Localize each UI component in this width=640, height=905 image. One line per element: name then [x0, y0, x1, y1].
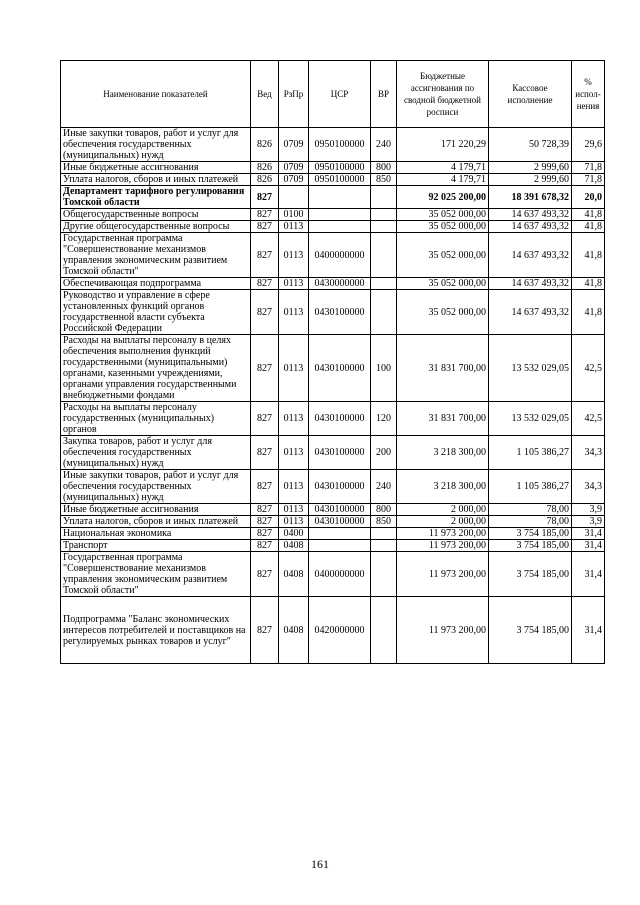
table-row [61, 162, 605, 174]
row-ved: 827 [251, 504, 279, 516]
row-budget: 4 179,71 [397, 162, 489, 174]
row-rzpr: 0408 [279, 597, 309, 664]
table-row [61, 186, 605, 209]
row-cash: 18 391 678,32 [489, 186, 572, 209]
table-row [61, 552, 605, 597]
row-ved: 827 [251, 552, 279, 597]
row-vr: 100 [371, 335, 397, 402]
row-rzpr: 0113 [279, 470, 309, 504]
row-ved: 827 [251, 436, 279, 470]
row-cash: 1 105 386,27 [489, 470, 572, 504]
row-rzpr: 0709 [279, 162, 309, 174]
row-budget: 171 220,29 [397, 128, 489, 162]
row-budget: 31 831 700,00 [397, 402, 489, 436]
row-rzpr: 0709 [279, 128, 309, 162]
row-budget: 2 000,00 [397, 504, 489, 516]
row-name: Общегосударственные вопросы [61, 209, 251, 221]
row-cash: 3 754 185,00 [489, 597, 572, 664]
row-vr: 240 [371, 470, 397, 504]
row-name: Закупка товаров, работ и услуг для обеспечения государственных (муниципальных) нужд [61, 436, 251, 470]
row-ved: 827 [251, 221, 279, 233]
row-ved: 827 [251, 335, 279, 402]
row-rzpr: 0400 [279, 528, 309, 540]
row-csr: 0950100000 [309, 174, 371, 186]
row-vr [371, 221, 397, 233]
row-cash: 78,00 [489, 504, 572, 516]
row-name: Уплата налогов, сборов и иных платежей [61, 174, 251, 186]
row-ved: 827 [251, 528, 279, 540]
row-pct: 31,4 [572, 528, 605, 540]
row-csr [309, 540, 371, 552]
header-ved: Вед [251, 61, 279, 128]
row-csr: 0430100000 [309, 402, 371, 436]
row-ved: 827 [251, 597, 279, 664]
row-pct: 34,3 [572, 436, 605, 470]
row-budget: 2 000,00 [397, 516, 489, 528]
row-name: Обеспечивающая подпрограмма [61, 278, 251, 290]
row-cash: 14 637 493,32 [489, 233, 572, 278]
row-budget: 31 831 700,00 [397, 335, 489, 402]
table-row [61, 128, 605, 162]
row-ved: 827 [251, 516, 279, 528]
table-header-row [61, 61, 605, 128]
row-pct: 20,0 [572, 186, 605, 209]
row-rzpr: 0113 [279, 436, 309, 470]
row-budget: 35 052 000,00 [397, 221, 489, 233]
row-csr [309, 528, 371, 540]
row-cash: 3 754 185,00 [489, 552, 572, 597]
table-row [61, 290, 605, 335]
row-rzpr: 0113 [279, 221, 309, 233]
row-ved: 827 [251, 470, 279, 504]
row-ved: 827 [251, 290, 279, 335]
row-csr: 0430100000 [309, 290, 371, 335]
row-rzpr: 0113 [279, 335, 309, 402]
row-pct: 71,8 [572, 162, 605, 174]
row-vr [371, 552, 397, 597]
table-row [61, 470, 605, 504]
row-pct: 34,3 [572, 470, 605, 504]
row-budget: 11 973 200,00 [397, 528, 489, 540]
row-budget: 4 179,71 [397, 174, 489, 186]
row-name: Государственная программа "Совершенствование механизмов управления экономическим развитием Томской области" [61, 552, 251, 597]
row-ved: 826 [251, 162, 279, 174]
row-csr: 0400000000 [309, 233, 371, 278]
row-cash: 1 105 386,27 [489, 436, 572, 470]
row-budget: 3 218 300,00 [397, 436, 489, 470]
row-cash: 3 754 185,00 [489, 528, 572, 540]
row-cash: 13 532 029,05 [489, 335, 572, 402]
row-vr [371, 186, 397, 209]
row-vr: 200 [371, 436, 397, 470]
row-vr: 800 [371, 162, 397, 174]
header-pct: % испол-нения [572, 61, 605, 128]
row-name: Руководство и управление в сфере установленных функций органов государственной власти субъекта Российской Федерации [61, 290, 251, 335]
row-pct: 3,9 [572, 516, 605, 528]
row-name: Государственная программа "Совершенствование механизмов управления экономическим развитием Томской области" [61, 233, 251, 278]
row-vr [371, 209, 397, 221]
row-csr: 0430100000 [309, 470, 371, 504]
row-pct: 42,5 [572, 402, 605, 436]
header-rzpr: РзПр [279, 61, 309, 128]
row-budget: 11 973 200,00 [397, 597, 489, 664]
row-csr [309, 221, 371, 233]
row-csr: 0430100000 [309, 335, 371, 402]
row-csr: 0430100000 [309, 504, 371, 516]
table-row [61, 402, 605, 436]
row-pct: 41,8 [572, 278, 605, 290]
row-rzpr: 0113 [279, 516, 309, 528]
row-name: Иные закупки товаров, работ и услуг для обеспечения государственных (муниципальных) нужд [61, 470, 251, 504]
row-rzpr: 0113 [279, 233, 309, 278]
row-cash: 50 728,39 [489, 128, 572, 162]
row-budget: 3 218 300,00 [397, 470, 489, 504]
row-pct: 29,6 [572, 128, 605, 162]
row-pct: 41,8 [572, 290, 605, 335]
row-pct: 41,8 [572, 209, 605, 221]
row-pct: 31,4 [572, 597, 605, 664]
row-pct: 71,8 [572, 174, 605, 186]
row-csr: 0950100000 [309, 128, 371, 162]
row-rzpr: 0113 [279, 290, 309, 335]
row-cash: 78,00 [489, 516, 572, 528]
row-csr: 0400000000 [309, 552, 371, 597]
header-vr: ВР [371, 61, 397, 128]
table-row [61, 504, 605, 516]
row-ved: 827 [251, 233, 279, 278]
row-rzpr: 0408 [279, 552, 309, 597]
row-rzpr: 0113 [279, 504, 309, 516]
row-cash: 14 637 493,32 [489, 221, 572, 233]
row-name: Иные закупки товаров, работ и услуг для обеспечения государственных (муниципальных) нужд [61, 128, 251, 162]
row-budget: 35 052 000,00 [397, 290, 489, 335]
row-name: Иные бюджетные ассигнования [61, 162, 251, 174]
header-name: Наименование показателей [61, 61, 251, 128]
table-row [61, 436, 605, 470]
row-csr: 0420000000 [309, 597, 371, 664]
row-csr: 0430100000 [309, 436, 371, 470]
row-csr: 0950100000 [309, 162, 371, 174]
header-csr: ЦСР [309, 61, 371, 128]
row-name: Иные бюджетные ассигнования [61, 504, 251, 516]
row-pct: 31,4 [572, 540, 605, 552]
table-row [61, 233, 605, 278]
table-row [61, 278, 605, 290]
row-rzpr: 0100 [279, 209, 309, 221]
row-csr: 0430000000 [309, 278, 371, 290]
row-pct: 3,9 [572, 504, 605, 516]
table-row [61, 335, 605, 402]
row-cash: 14 637 493,32 [489, 278, 572, 290]
table-row [61, 597, 605, 664]
table-row [61, 540, 605, 552]
table-row [61, 221, 605, 233]
table-row [61, 174, 605, 186]
row-rzpr: 0408 [279, 540, 309, 552]
row-budget: 35 052 000,00 [397, 209, 489, 221]
row-vr [371, 233, 397, 278]
table-body [61, 128, 605, 664]
row-ved: 827 [251, 540, 279, 552]
row-name: Национальная экономика [61, 528, 251, 540]
row-name: Подпрограмма "Баланс экономических интересов потребителей и поставщиков на регулируемых рынках товаров и услуг" [61, 597, 251, 664]
row-vr: 120 [371, 402, 397, 436]
row-ved: 827 [251, 278, 279, 290]
row-rzpr [279, 186, 309, 209]
row-vr: 850 [371, 516, 397, 528]
row-vr: 240 [371, 128, 397, 162]
row-cash: 2 999,60 [489, 162, 572, 174]
table-row [61, 516, 605, 528]
row-budget: 11 973 200,00 [397, 552, 489, 597]
row-pct: 42,5 [572, 335, 605, 402]
row-ved: 827 [251, 209, 279, 221]
row-ved: 826 [251, 174, 279, 186]
row-ved: 827 [251, 402, 279, 436]
row-cash: 14 637 493,32 [489, 290, 572, 335]
row-rzpr: 0709 [279, 174, 309, 186]
row-name: Другие общегосударственные вопросы [61, 221, 251, 233]
row-ved: 826 [251, 128, 279, 162]
row-csr: 0430100000 [309, 516, 371, 528]
row-name: Расходы на выплаты персоналу государственных (муниципальных) органов [61, 402, 251, 436]
row-rzpr: 0113 [279, 402, 309, 436]
row-pct: 31,4 [572, 552, 605, 597]
row-cash: 14 637 493,32 [489, 209, 572, 221]
page-number: 161 [311, 857, 329, 871]
row-name: Департамент тарифного регулирования Томской области [61, 186, 251, 209]
row-cash: 3 754 185,00 [489, 540, 572, 552]
table-row [61, 528, 605, 540]
row-budget: 35 052 000,00 [397, 278, 489, 290]
row-vr: 800 [371, 504, 397, 516]
row-vr [371, 278, 397, 290]
row-budget: 35 052 000,00 [397, 233, 489, 278]
row-pct: 41,8 [572, 221, 605, 233]
row-vr [371, 290, 397, 335]
budget-table [60, 60, 605, 664]
row-pct: 41,8 [572, 233, 605, 278]
header-cash: Кассовое исполнение [489, 61, 572, 128]
row-cash: 2 999,60 [489, 174, 572, 186]
row-budget: 92 025 200,00 [397, 186, 489, 209]
table-row [61, 209, 605, 221]
row-name: Транспорт [61, 540, 251, 552]
row-budget: 11 973 200,00 [397, 540, 489, 552]
row-csr [309, 186, 371, 209]
row-vr: 850 [371, 174, 397, 186]
row-csr [309, 209, 371, 221]
row-rzpr: 0113 [279, 278, 309, 290]
row-name: Расходы на выплаты персоналу в целях обеспечения выполнения функций государственными (муниципальными) органами, казенными учреждениями, органами управления государственными внебюджетными фондами [61, 335, 251, 402]
row-vr [371, 597, 397, 664]
row-ved: 827 [251, 186, 279, 209]
row-name: Уплата налогов, сборов и иных платежей [61, 516, 251, 528]
row-vr [371, 528, 397, 540]
header-budget: Бюджетные ассигнования по сводной бюджетной росписи [397, 61, 489, 128]
row-vr [371, 540, 397, 552]
row-cash: 13 532 029,05 [489, 402, 572, 436]
